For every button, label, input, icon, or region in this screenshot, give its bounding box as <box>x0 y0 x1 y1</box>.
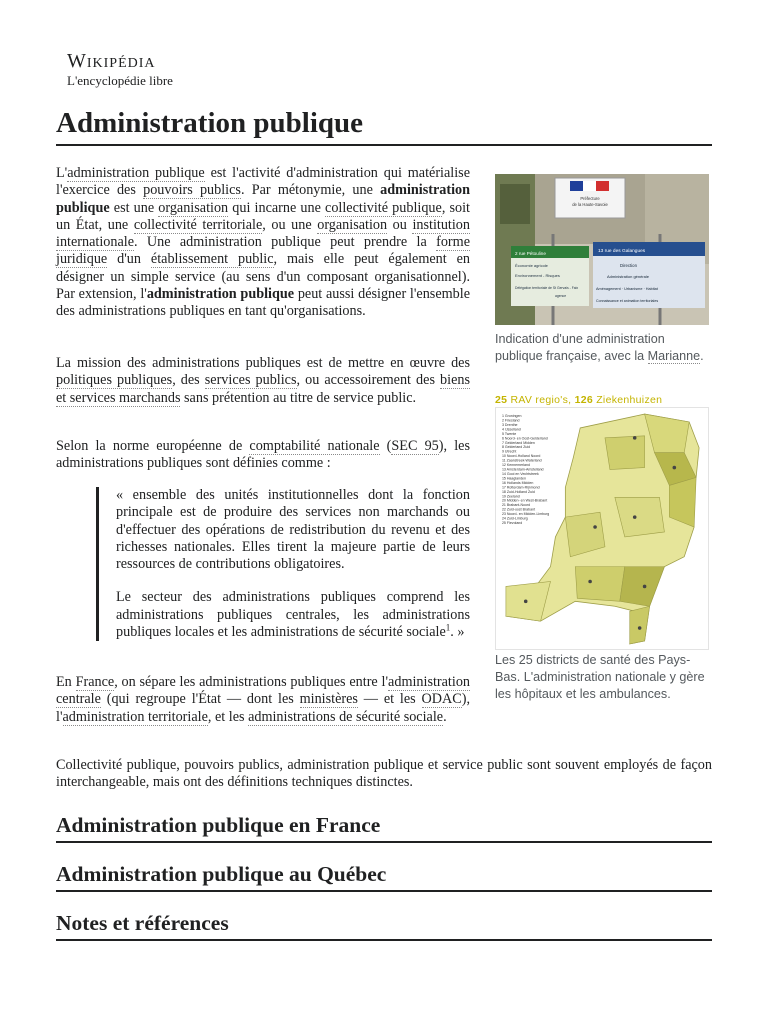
flag-text-1: Préfecture <box>580 196 600 201</box>
svg-text:8 Gelderland Zuid: 8 Gelderland Zuid <box>501 445 531 450</box>
link-france[interactable]: France <box>75 674 115 690</box>
link-forme-juridique[interactable]: forme juridique <box>56 234 470 268</box>
sign-left-2: Environnement - Risques <box>515 273 560 278</box>
link-pouvoirs-publics[interactable]: pouvoirs publics <box>143 182 241 199</box>
link-administration-territoriale[interactable]: administration territoriale <box>62 708 208 725</box>
svg-text:1 Groningen: 1 Groningen <box>501 414 522 419</box>
svg-text:4 IJsselland: 4 IJsselland <box>501 427 521 432</box>
intro-paragraph: L'administration publique est l'activité d'administration qui matérialise l'exercice des pouvoirs publics. Par métonymie, une administration publique est une organisation qui incarne une collectivité publique, soit un État, une collectivité territoriale, ou une organisation ou institution internationale. Une administration publique peut prendre la forme juridique d'un établissement public, mais elle peut également en désigner un simple service (au sens d'un composant organisationnel). Par extension, l'administration publique peut aussi désigner l'ensemble des administrations publiques en tant qu'organisations. <box>56 165 471 320</box>
quote-paragraph-2: Le secteur des administrations publiques comprend les administrations publiques centrales, les administrations publiques locales et les administrations de sécurité sociale <box>116 589 470 641</box>
map-legend <box>502 414 549 525</box>
section-notes: Notes et références <box>56 908 712 941</box>
link-organisation[interactable]: organisation <box>158 199 229 216</box>
sign-right-4: Connaissance et animation territoriales <box>596 299 659 303</box>
svg-text:24 Zuid-Limburg: 24 Zuid-Limburg <box>501 516 528 521</box>
link-comptabilite-nationale[interactable]: comptabilité nationale <box>249 438 380 454</box>
link-marianne[interactable]: Marianne <box>647 349 701 363</box>
logo-wordmark: Wikipédia <box>67 50 156 72</box>
sign-left-1: Économie agricole <box>515 263 548 268</box>
svg-text:16 Hollands Midden: 16 Hollands Midden <box>501 480 534 485</box>
norme-paragraph: Selon la norme européenne de comptabilité nationale (SEC 95), les administrations publiques sont définies comme : <box>56 438 470 472</box>
svg-text:9 Utrecht: 9 Utrecht <box>501 449 517 454</box>
section-quebec: Administration publique au Québec <box>56 859 712 892</box>
sign-right-2: Administration générale <box>607 274 650 279</box>
svg-text:5 Twente: 5 Twente <box>501 431 517 436</box>
link-institution-internationale[interactable]: institution internationale <box>56 216 470 251</box>
svg-text:3 Drenthe: 3 Drenthe <box>501 422 518 427</box>
france-paragraph: En France, on sépare les administrations publiques entre l'administration centrale (qui regroupe l'État — dont les ministères — et les ODAC), l'administration territoriale, et les administrations de sécurité sociale. <box>56 674 471 725</box>
wikipedia-logo[interactable] <box>67 50 197 89</box>
sign-left-0: 2 rue Pétouline <box>515 251 546 256</box>
svg-text:6 Noord- en Oost-Gelderland: 6 Noord- en Oost-Gelderland <box>501 436 548 441</box>
link-administrations-securite-sociale[interactable]: administrations de sécurité sociale <box>248 708 444 725</box>
page-title: Administration publique <box>56 103 712 146</box>
sign-right-1: Direction <box>620 263 637 268</box>
link-administration-publique[interactable]: administration publique <box>67 165 205 181</box>
figure-netherlands-map <box>495 393 709 703</box>
sign-right-0: 13 rue des Galangues <box>598 249 646 254</box>
sign-right-3: Aménagement · Urbanisme · Habitat <box>596 287 658 291</box>
link-biens-et-services[interactable]: biens et services marchands <box>56 372 470 406</box>
sign-left-3: Délégation territoriale de St Gervais - Faix <box>515 286 579 290</box>
map-title: 25 RAV regio's, 126 Ziekenhuizen <box>495 394 663 406</box>
sign-photo[interactable] <box>495 174 709 325</box>
svg-text:21 Brabant-Noord: 21 Brabant-Noord <box>501 503 531 508</box>
mission-paragraph: La mission des administrations publiques est de mettre en œuvre des politiques publiques, des services publics, ou accessoirement des biens et services marchands sans prétention au titre de service public. <box>56 355 470 406</box>
footnote-ref[interactable]: 1 <box>445 622 451 633</box>
link-etablissement-public[interactable]: établissement public <box>150 251 274 268</box>
svg-text:13 Amsterdam-Amstelland: 13 Amsterdam-Amstelland <box>501 467 544 472</box>
svg-text:10 Noord-Holland Noord: 10 Noord-Holland Noord <box>501 454 541 459</box>
svg-text:15 Haaglanden: 15 Haaglanden <box>501 476 527 481</box>
svg-text:11 Zaanstreek-Waterland: 11 Zaanstreek-Waterland <box>501 458 542 463</box>
netherlands-map[interactable] <box>495 407 709 650</box>
link-administration-centrale[interactable]: administration centrale <box>56 674 471 708</box>
link-politiques-publiques[interactable]: politiques publiques <box>56 372 173 389</box>
link-odac[interactable]: ODAC <box>421 691 462 708</box>
svg-text:20 Midden- en West-Brabant: 20 Midden- en West-Brabant <box>501 498 548 503</box>
svg-text:25 Flevoland: 25 Flevoland <box>501 521 523 526</box>
svg-text:17 Rotterdam-Rijnmond: 17 Rotterdam-Rijnmond <box>501 485 540 490</box>
sign-left-4: agence <box>555 294 567 298</box>
svg-text:19 Zeeland: 19 Zeeland <box>501 494 520 499</box>
flag-text-2: de la Haute-Savoie <box>572 202 608 207</box>
figure-administration-sign <box>495 174 709 365</box>
svg-text:23 Noord- en Midden-Limburg: 23 Noord- en Midden-Limburg <box>501 512 550 517</box>
svg-text:14 Gooi en Vechtstreek: 14 Gooi en Vechtstreek <box>501 472 539 477</box>
section-france: Administration publique en France <box>56 810 712 843</box>
link-collectivite-publique[interactable]: collectivité publique <box>325 199 442 216</box>
svg-text:22 Zuid-oost Brabant: 22 Zuid-oost Brabant <box>501 507 536 512</box>
link-sec-95[interactable]: SEC 95 <box>391 438 439 454</box>
svg-text:2 Friesland: 2 Friesland <box>501 418 520 423</box>
svg-text:7 Gelderland Midden: 7 Gelderland Midden <box>501 440 535 445</box>
quote-paragraph-1: « ensemble des unités institutionnelles dont la fonction principale est de produire des services non marchands ou d'effectuer des opérations de redistribution du revenu et des richesses nationales. Elles tirent la majeure partie de leurs ressources de contributions obligatoires. <box>116 487 470 573</box>
svg-text:18 Zuid-Holland Zuid: 18 Zuid-Holland Zuid <box>501 489 535 494</box>
link-organisation-2[interactable]: organisation <box>317 216 388 233</box>
link-collectivite-territoriale[interactable]: collectivité territoriale <box>133 216 263 233</box>
svg-text:12 Kennemerland: 12 Kennemerland <box>501 463 530 468</box>
figure1-caption: Indication d'une administration publique française, avec la Marianne. <box>495 332 704 363</box>
summary-paragraph: Collectivité publique, pouvoirs publics, administration publique et service public sont souvent employés de façon interchangeable, mais ont des définitions techniques distinctes. <box>56 757 712 791</box>
logo-tagline: L'encyclopédie libre <box>67 73 173 88</box>
link-ministeres[interactable]: ministères <box>299 691 358 708</box>
link-services-publics[interactable]: services publics <box>204 372 297 389</box>
figure2-caption: Les 25 districts de santé des Pays-Bas. L'administration nationale y gère les hôpitaux et les ambulances. <box>495 653 705 701</box>
definition-quote: « ensemble des unités institutionnelles dont la fonction principale est de produire des services non marchands ou d'effectuer des opérations de redistribution du revenu et des richesses nationales. Elles tirent la majeure partie de leurs ressources de contributions obligatoires. Le secteur des administrations publiques comprend les administrations publiques centrales, les administrations publiques locales et les administrations de sécurité sociale$^1$. » <box>96 487 470 641</box>
